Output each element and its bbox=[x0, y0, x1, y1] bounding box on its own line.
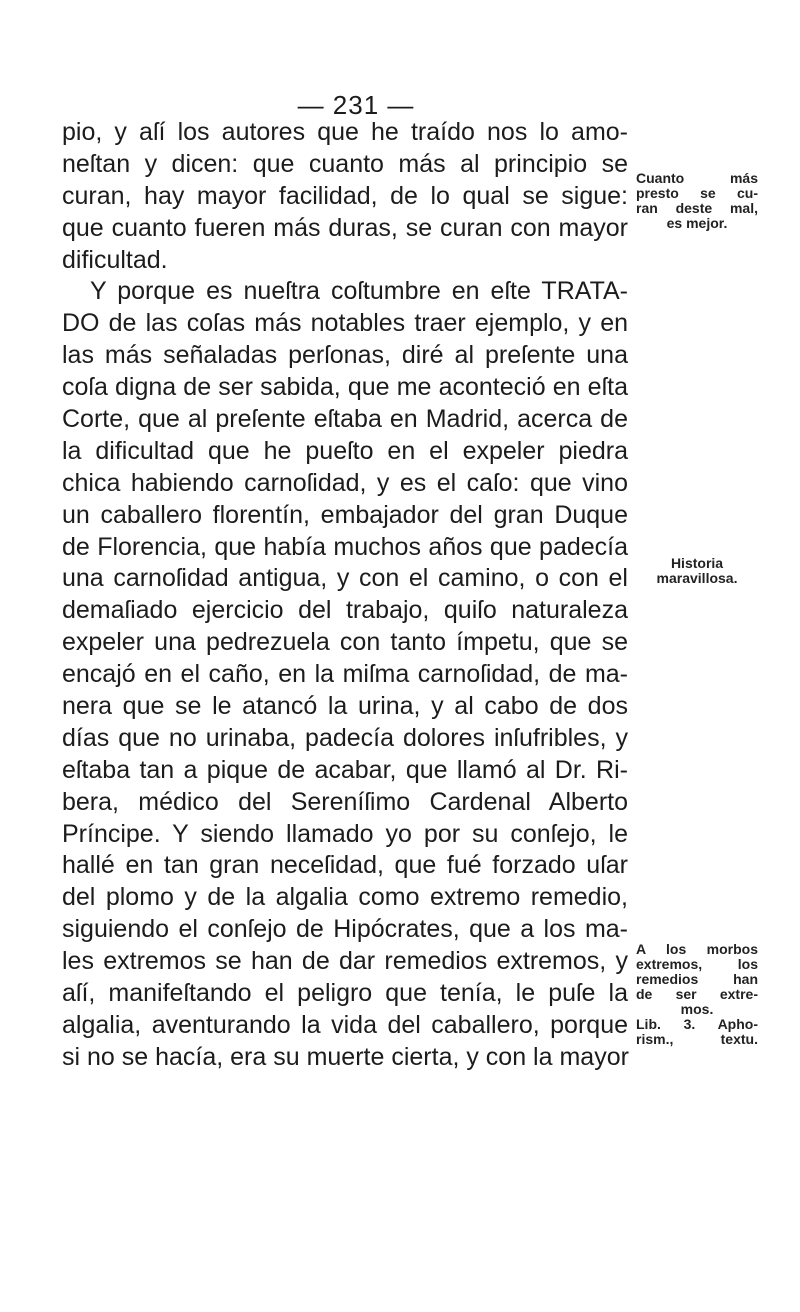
text-line: bera, médico del Sereníſimo Cardenal Alberto bbox=[62, 787, 628, 816]
text-line: la dificultad que he pueſto en el expeler piedra bbox=[62, 436, 628, 465]
margin-note-line: mos. bbox=[680, 1001, 714, 1017]
text-line: de Florencia, que había muchos años que padecía bbox=[62, 532, 628, 561]
text-line: Corte, que al preſente eſtaba en Madrid, acerca de bbox=[62, 405, 628, 434]
text-line: del plomo y de la algalia como extremo remedio, bbox=[62, 883, 628, 912]
margin-note-line: es mejor. bbox=[666, 215, 728, 231]
text-line: expeler una pedrezuela con tanto ímpetu, que se bbox=[62, 628, 628, 657]
margin-note-line: presto se cu- bbox=[636, 185, 758, 201]
margin-note-line: rism., textu. bbox=[636, 1031, 758, 1047]
text-line: nera que se le atancó la urina, y al cabo de dos bbox=[62, 692, 628, 721]
margin-note-line: Lib. 3. Apho- bbox=[636, 1016, 758, 1032]
margin-note bbox=[636, 171, 758, 231]
text-line: curan, hay mayor facilidad, de lo qual se sigue: bbox=[62, 181, 628, 210]
text-line: pio, y aſí los autores que he traído nos lo amo- bbox=[62, 118, 628, 146]
text-line: Príncipe. Y siendo llamado yo por su conſejo, le bbox=[62, 819, 628, 848]
text-line: una carnoſidad antigua, y con el camino, o con el bbox=[62, 564, 628, 593]
text-line: Y porque es nueſtra coſtumbre en eſte TRATA- bbox=[90, 277, 628, 306]
text-line: que cuanto fueren más duras, se curan con mayor bbox=[62, 213, 628, 242]
text-line: encajó en el caño, en la miſma carnoſidad, de ma- bbox=[62, 660, 628, 689]
margin-note-line: remedios han bbox=[636, 971, 758, 987]
margin-note bbox=[636, 942, 758, 1047]
main-text bbox=[62, 117, 628, 1074]
margin-note-line: A los morbos bbox=[636, 941, 758, 957]
text-line: coſa digna de ser sabida, que me aconteció en eſta bbox=[62, 373, 628, 402]
text-line: siguiendo el conſejo de Hipócrates, que a los ma- bbox=[62, 915, 628, 944]
text-line: aſí, manifeſtando el peligro que tenía, le puſe la bbox=[62, 979, 628, 1008]
page-number: — 231 — bbox=[297, 90, 415, 120]
text-line: algalia, aventurando la vida del caballero, porque bbox=[62, 1010, 628, 1039]
margin-note-line: de ser extre- bbox=[636, 986, 758, 1002]
text-line: chica habiendo carnoſidad, y es el caſo: que vino bbox=[62, 468, 628, 497]
margin-note-line: ran deste mal, bbox=[636, 200, 758, 216]
margin-note-line: extremos, los bbox=[636, 956, 758, 972]
text-line: dificultad. bbox=[62, 245, 168, 274]
text-line: las más señaladas perſonas, diré al preſente una bbox=[62, 341, 628, 370]
text-line: demaſiado ejercicio del trabajo, quiſo naturaleza bbox=[62, 596, 628, 625]
text-line: un caballero florentín, embajador del gran Duque bbox=[62, 500, 628, 529]
text-line: neſtan y dicen: que cuanto más al principio se bbox=[62, 149, 628, 178]
text-line: días que no urinaba, padecía dolores inſufribles, y bbox=[62, 723, 628, 752]
text-line: hallé en tan gran neceſidad, que fué forzado uſar bbox=[62, 851, 628, 880]
margin-note-line: maravillosa. bbox=[656, 570, 738, 586]
margin-note-line: Cuanto más bbox=[636, 170, 758, 186]
text-line: DO de las coſas más notables traer ejemplo, y en bbox=[62, 309, 628, 338]
text-line: les extremos se han de dar remedios extremos, y bbox=[62, 947, 628, 976]
text-line: eſtaba tan a pique de acabar, que llamó al Dr. Ri- bbox=[62, 755, 628, 784]
margin-note-line: Historia bbox=[670, 555, 724, 571]
margin-note bbox=[636, 556, 758, 586]
text-line: si no se hacía, era su muerte cierta, y con la mayor bbox=[62, 1042, 629, 1071]
